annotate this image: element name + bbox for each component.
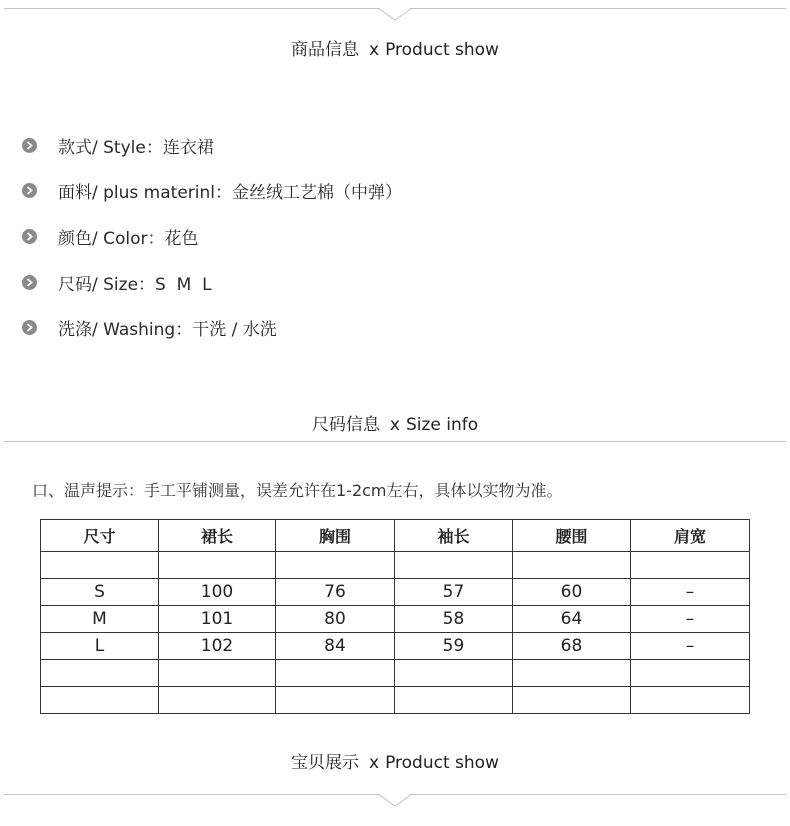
size-table-cell — [276, 687, 395, 714]
attribute-value: 金丝绒工艺棉（中弹） — [232, 182, 402, 203]
size-table-row — [41, 606, 750, 633]
size-table-row — [41, 579, 750, 606]
chevron-right-icon — [22, 183, 37, 198]
size-table-row — [41, 633, 750, 660]
chevron-right-icon — [22, 229, 37, 244]
attribute-value: 干洗 / 水洗 — [192, 319, 277, 340]
product-info-title-cn: 商品信息 — [291, 40, 360, 60]
size-table-cell: 102 — [159, 633, 276, 660]
attribute-row — [22, 224, 199, 248]
size-table-cell — [276, 660, 395, 687]
top-divider-notch — [378, 7, 412, 21]
size-table-cell: – — [631, 606, 750, 633]
size-table-cell — [395, 552, 513, 579]
size-table-cell — [395, 687, 513, 714]
attribute-label: 面料/ plus materinl： — [58, 182, 232, 203]
size-table-cell — [631, 552, 750, 579]
attribute-row — [22, 270, 212, 294]
size-table-cell: 68 — [513, 633, 631, 660]
chevron-right-icon — [22, 275, 37, 290]
measurement-note: 口、温声提示：手工平铺测量，误差允许在1-2cm左右，具体以实物为准。 — [32, 481, 563, 500]
product-display-title-cn: 宝贝展示 — [291, 753, 360, 773]
attribute-row — [22, 133, 214, 157]
size-table-row — [41, 660, 750, 687]
chevron-right-icon — [22, 138, 37, 153]
size-table-cell: 101 — [159, 606, 276, 633]
attribute-value: 花色 — [164, 228, 199, 249]
size-table-cell: 84 — [276, 633, 395, 660]
attribute-text — [58, 133, 214, 158]
size-table-cell — [395, 660, 513, 687]
attribute-text — [58, 178, 402, 203]
size-table-cell — [41, 552, 159, 579]
product-info-title-en: Product show — [385, 40, 499, 60]
size-table-cell — [159, 660, 276, 687]
product-display-title-sep: x — [369, 753, 380, 773]
size-table-cell: 59 — [395, 633, 513, 660]
size-table-cell: 64 — [513, 606, 631, 633]
size-table-cell: 57 — [395, 579, 513, 606]
size-table-cell: L — [41, 633, 159, 660]
bottom-divider-left — [4, 794, 380, 795]
product-display-title-en: Product show — [385, 753, 499, 773]
size-table-header-cell: 腰围 — [513, 520, 631, 552]
size-table-cell — [513, 552, 631, 579]
size-table-cell: 60 — [513, 579, 631, 606]
product-info-title — [0, 35, 790, 60]
size-info-divider — [4, 441, 786, 442]
size-table-cell — [513, 687, 631, 714]
size-table-cell: M — [41, 606, 159, 633]
size-table-header-row — [41, 520, 750, 552]
size-table-row — [41, 687, 750, 714]
size-info-title-en: Size info — [405, 415, 479, 435]
product-info-title-sep: x — [369, 40, 380, 60]
size-table-cell: 100 — [159, 579, 276, 606]
size-table — [40, 519, 750, 714]
attribute-label: 尺码/ Size： — [58, 274, 156, 295]
size-table-cell — [159, 687, 276, 714]
attribute-value: S M L — [155, 274, 212, 295]
attribute-value: 连衣裙 — [162, 137, 214, 158]
size-info-title-cn: 尺码信息 — [311, 415, 380, 435]
size-table-cell: – — [631, 579, 750, 606]
size-table-cell — [631, 660, 750, 687]
size-table-header-cell: 胸围 — [276, 520, 395, 552]
top-divider-left — [4, 8, 380, 9]
product-display-title — [0, 748, 790, 773]
bottom-divider-right — [410, 794, 786, 795]
size-table-cell — [631, 687, 750, 714]
size-table-cell: 80 — [276, 606, 395, 633]
size-table-cell — [276, 552, 395, 579]
size-table-cell — [41, 660, 159, 687]
size-table-cell — [159, 552, 276, 579]
size-table-cell: 58 — [395, 606, 513, 633]
attribute-text — [58, 224, 199, 249]
attribute-label: 颜色/ Color： — [58, 228, 165, 249]
size-info-title — [0, 410, 790, 435]
chevron-right-icon — [22, 320, 37, 335]
size-table-header-cell: 尺寸 — [41, 520, 159, 552]
top-divider-right — [410, 8, 786, 9]
attribute-row — [22, 178, 402, 202]
attribute-text — [58, 315, 277, 340]
size-table-cell: – — [631, 633, 750, 660]
attribute-row — [22, 315, 277, 339]
bottom-divider-notch — [378, 793, 412, 807]
size-table-row — [41, 552, 750, 579]
size-table-header-cell: 裙长 — [159, 520, 276, 552]
size-table-header-cell: 袖长 — [395, 520, 513, 552]
size-table-cell — [41, 687, 159, 714]
size-table-cell: S — [41, 579, 159, 606]
size-table-cell — [513, 660, 631, 687]
size-table-body — [41, 552, 750, 714]
attribute-text — [58, 270, 212, 295]
size-table-cell: 76 — [276, 579, 395, 606]
size-table-header-cell: 肩宽 — [631, 520, 750, 552]
size-info-title-sep: x — [389, 415, 400, 435]
attribute-label: 款式/ Style： — [58, 137, 163, 158]
attribute-label: 洗涤/ Washing： — [58, 319, 193, 340]
